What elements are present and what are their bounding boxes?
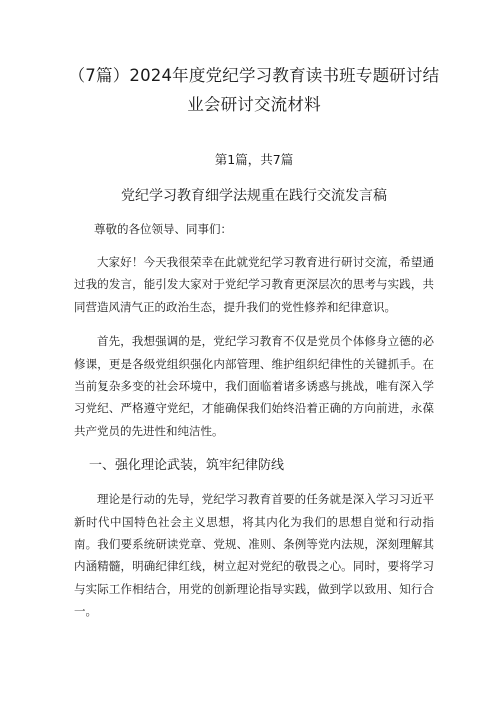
document-title	[68, 61, 440, 119]
document-title-line-1: （7篇）2024年度党纪学习教育读书班专题研讨结	[68, 66, 440, 85]
speech-title: 党纪学习教育细学法规重在践行交流发言稿	[121, 188, 387, 204]
section-heading: 一、强化理论武装，筑牢纪律防线	[89, 458, 285, 474]
document-title-line-2: 业会研讨交流材料	[187, 95, 321, 114]
body-paragraph-first-point: 首先，我想强调的是，党纪学习教育不仅是党员个体修身立德的必修课，更是各级党组织强化内部管理、维护组织纪律性的关键抓手。在当前复杂多变的社会环境中，我们面临着诸多诱惑与挑战，唯有深入学习党纪、严格遵守党纪，才能确保我们始终沿着正确的方向前进，永葆共产党员的先进性和纯洁性。	[74, 334, 434, 438]
body-paragraph-greeting: 大家好！今天我很荣幸在此就党纪学习教育进行研讨交流，希望通过我的发言，能引发大家对于党纪学习教育更深层次的思考与实践，共同营造风清气正的政治生态，提升我们的党性修养和纪律意识。	[74, 255, 434, 314]
part-label: 第1篇，共7篇	[214, 152, 294, 167]
section-paragraph: 理论是行动的先导，党纪学习教育首要的任务就是深入学习习近平新时代中国特色社会主义思想，将其内化为我们的思想自觉和行动指南。我们要系统研读党章、党规、准则、条例等党内法规，深刻理解其内涵精髓，明确纪律红线，树立起对党纪的敬畏之心。同时，要将学习与实际工作相结合，用党的创新理论指导实践，做到学以致用、知行合一。	[74, 492, 434, 619]
salutation: 尊敬的各位领导、同事们：	[94, 222, 232, 236]
